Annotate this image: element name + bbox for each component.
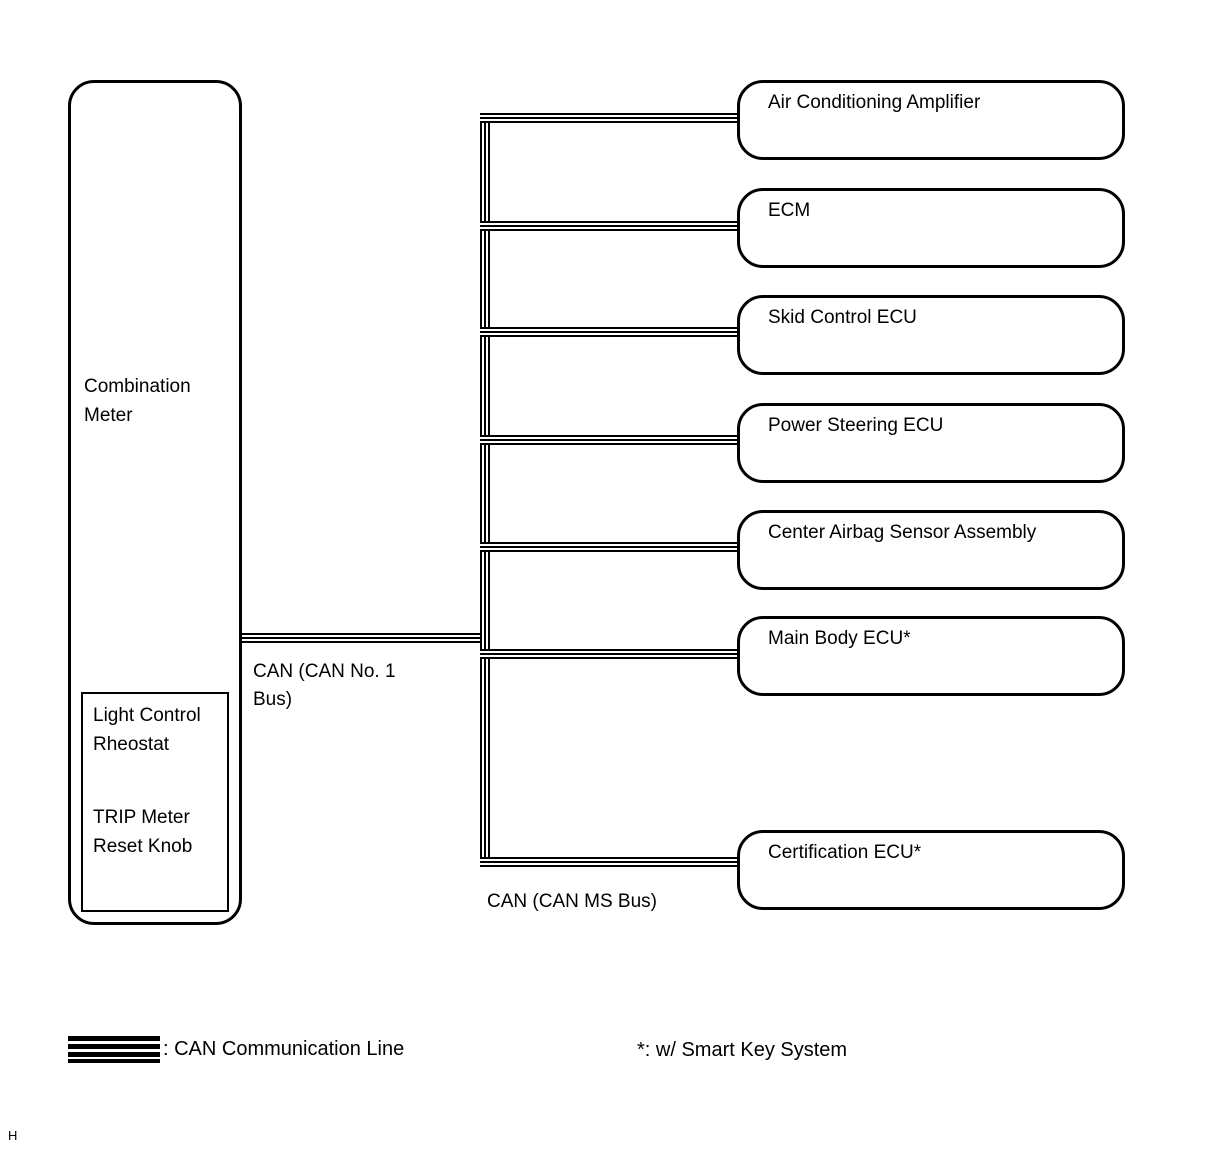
page-footer-mark: H <box>8 1128 18 1143</box>
meter-subcomponents-box <box>81 692 229 912</box>
node-label-ecm: ECM <box>768 200 811 221</box>
can-line-meter-to-trunk <box>242 633 490 643</box>
node-ecm <box>737 188 1125 268</box>
trip-meter-reset-knob-label: TRIP Meter Reset Knob <box>93 807 193 857</box>
node-label-air-conditioning-amplifier: Air Conditioning Amplifier <box>768 92 981 113</box>
node-center-airbag-sensor-assembly <box>737 510 1125 590</box>
light-control-rheostat-label: Light Control Rheostat <box>93 705 201 755</box>
node-label-main-body-ecu: Main Body ECU* <box>768 628 911 649</box>
combination-meter-label: Combination Meter <box>84 376 191 426</box>
can-ms-bus-label: CAN (CAN MS Bus) <box>487 891 657 912</box>
can-line-stub-air-conditioning-amplifier <box>480 113 737 123</box>
node-main-body-ecu <box>737 616 1125 696</box>
can-line-stub-center-airbag-sensor <box>480 542 737 552</box>
can-line-stub-power-steering-ecu <box>480 435 737 445</box>
node-power-steering-ecu <box>737 403 1125 483</box>
can-line-legend-swatch <box>68 1036 160 1063</box>
node-label-center-airbag-sensor-assembly: Center Airbag Sensor Assembly <box>768 522 1037 543</box>
node-label-power-steering-ecu: Power Steering ECU <box>768 415 944 436</box>
smart-key-note: *: w/ Smart Key System <box>637 1039 848 1061</box>
node-air-conditioning-amplifier <box>737 80 1125 160</box>
can-line-stub-certification-ecu <box>480 857 737 867</box>
can-line-legend-label: : CAN Communication Line <box>163 1038 405 1060</box>
can-no1-bus-label: CAN (CAN No. 1 Bus) <box>253 661 396 710</box>
can-line-stub-ecm <box>480 221 737 231</box>
node-certification-ecu <box>737 830 1125 910</box>
can-line-stub-skid-control-ecu <box>480 327 737 337</box>
node-skid-control-ecu <box>737 295 1125 375</box>
node-label-skid-control-ecu: Skid Control ECU <box>768 307 917 328</box>
node-label-certification-ecu: Certification ECU* <box>768 842 922 863</box>
combination-meter-box <box>68 80 242 925</box>
can-line-stub-main-body-ecu <box>480 649 737 659</box>
